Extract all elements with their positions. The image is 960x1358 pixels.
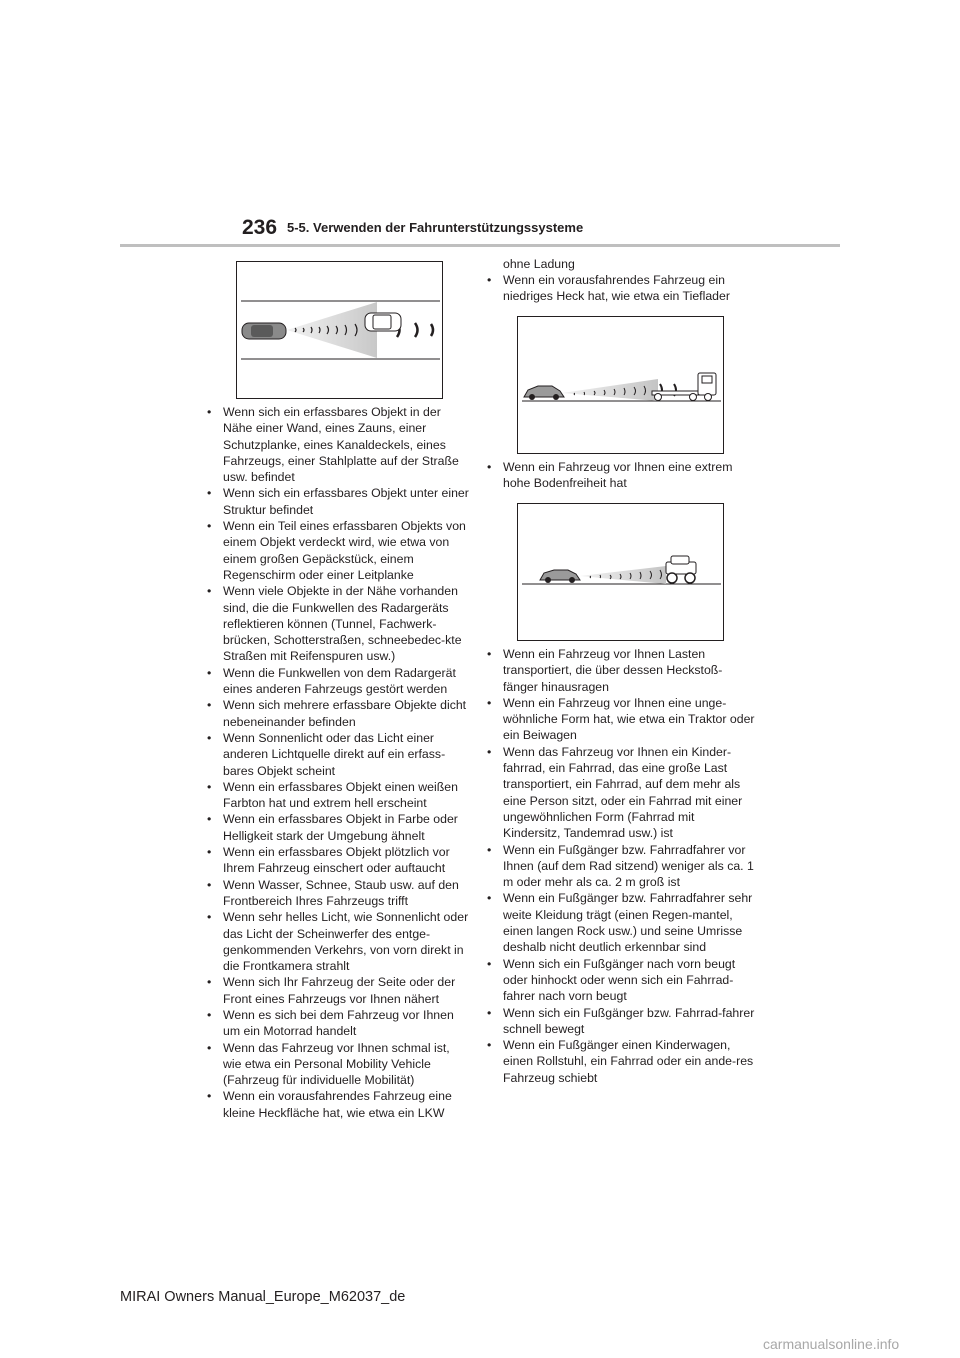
bullet-item (207, 665, 469, 698)
own-car-icon (242, 323, 286, 339)
bullet-dot-icon: • (207, 910, 212, 925)
bullet-item (207, 1040, 469, 1089)
target-car-icon (365, 313, 401, 331)
bullet-dot-icon: • (487, 695, 492, 710)
bullet-text: Wenn Sonnenlicht oder das Licht einer anderen Lichtquelle direkt auf ein erfass-bares Objekt scheint (223, 730, 446, 778)
bullet-item (207, 1088, 469, 1121)
bullet-item (207, 583, 469, 664)
bullet-item (487, 842, 755, 891)
bullet-text: Wenn das Fahrzeug vor Ihnen schmal ist, wie etwa ein Personal Mobility Vehicle (Fahrzeug für individuelle Mobilität) (223, 1040, 450, 1088)
watermark: carmanualsonline.info (763, 1336, 900, 1352)
bullet-dot-icon: • (487, 1038, 492, 1053)
bullet-text: Wenn viele Objekte in der Nähe vorhanden sind, die die Funkwellen des Radargeräts reflektieren können (Tunnel, Fachwerk-brücken, Schotterstraßen, schneebedec-kte Straßen mit Reifenspuren usw.) (223, 584, 462, 664)
bullet-dot-icon: • (207, 698, 212, 713)
bullet-dot-icon: • (207, 975, 212, 990)
high-clearance-vehicle-icon (666, 556, 696, 583)
bullet-item (207, 1007, 469, 1040)
bullet-text: Wenn ein erfassbares Objekt einen weißen Farbton hat und extrem hell erscheint (223, 779, 458, 811)
own-car-icon (524, 386, 564, 400)
right-bullet-list-top (487, 272, 749, 305)
figure-high-clearance (517, 503, 724, 641)
bullet-text: Wenn ein Fußgänger einen Kinderwagen, einen Rollstuhl, ein Fahrrad oder ein ande-res Fahrzeug schiebt (503, 1038, 754, 1085)
bullet-dot-icon: • (207, 1089, 212, 1104)
bullet-text: Wenn ein Fahrzeug vor Ihnen eine unge-wöhnliche Form hat, wie etwa ein Traktor oder ein Beiwagen (503, 695, 755, 743)
figure-vehicle-beside-object (236, 261, 443, 399)
bullet-dot-icon: • (487, 744, 492, 759)
left-bullet-list (207, 404, 469, 1121)
bullet-dot-icon: • (207, 486, 212, 501)
bullet-item (207, 844, 469, 877)
bullet-text: Wenn sich Ihr Fahrzeug der Seite oder der Front eines Fahrzeugs vor Ihnen nähert (223, 975, 456, 1006)
bullet-text: Wenn sich mehrere erfassbare Objekte dicht nebeneinander befinden (223, 698, 467, 729)
bullet-text: Wenn ein Teil eines erfassbaren Objekts von einem Objekt verdeckt wird, wie etwa von einem großen Gepäckstück, einem Regenschirm oder einer Leitplanke (223, 519, 466, 582)
bullet-dot-icon: • (207, 584, 212, 599)
bullet-dot-icon: • (207, 405, 212, 419)
bullet-item (487, 646, 755, 695)
bullet-dot-icon: • (487, 273, 492, 287)
continuation-text: ohne Ladung (503, 257, 575, 271)
bullet-item (207, 811, 469, 844)
bullet-item (207, 730, 469, 779)
bullet-dot-icon: • (207, 1007, 212, 1022)
bullet-text: Wenn ein erfassbares Objekt plötzlich vor Ihrem Fahrzeug einschert oder auftaucht (223, 845, 450, 876)
bullet-item (487, 956, 755, 1005)
bullet-item (207, 909, 469, 974)
bullet-item (207, 974, 469, 1007)
bullet-item (207, 779, 469, 812)
bullet-dot-icon: • (487, 891, 492, 906)
bullet-text: Wenn ein Fahrzeug vor Ihnen Lasten transportiert, die über dessen Heckstoß-fänger hinausragen (503, 647, 723, 694)
bullet-text: Wenn sehr helles Licht, wie Sonnenlicht oder das Licht der Scheinwerfer des entge-genkommenden Verkehrs, von vorn direkt in die Frontkamera strahlt (223, 910, 469, 974)
bullet-item (207, 404, 469, 485)
header-rule (120, 244, 840, 247)
bullet-text: Wenn ein Fahrzeug vor Ihnen eine extrem hohe Bodenfreiheit hat (503, 460, 733, 491)
bullet-dot-icon: • (487, 1005, 492, 1020)
bullet-text: Wenn sich ein erfassbares Objekt in der Nähe einer Wand, eines Zauns, einer Schutzplanke, eines Kanaldeckels, eines Fahrzeugs, einer Stahlplatte auf der Straße usw. befindet (223, 405, 459, 485)
bullet-item (207, 485, 469, 518)
bullet-item (207, 697, 469, 730)
right-bullet-list-middle (487, 459, 749, 492)
manual-id-footer: MIRAI Owners Manual_Europe_M62037_de (120, 1289, 406, 1305)
right-bullet-list-bottom (487, 646, 755, 1086)
bullet-text: Wenn die Funkwellen von dem Radargerät eines anderen Fahrzeugs gestört werden (223, 665, 456, 697)
bullet-text: Wenn ein Fußgänger bzw. Fahrradfahrer sehr weite Kleidung trägt (einen Regen-mantel, einen langen Rock usw.) und seine Umrisse deshalb nicht deutlich erkennbar sind (503, 891, 753, 955)
bullet-dot-icon: • (207, 665, 212, 680)
bullet-dot-icon: • (207, 779, 212, 794)
illustration-high-clearance (518, 504, 723, 640)
figure-low-loader (517, 316, 724, 454)
own-car-icon (540, 570, 580, 583)
bullet-item (487, 744, 755, 842)
bullet-item (487, 272, 749, 305)
bullet-item (207, 518, 469, 583)
bullet-text: Wenn ein vorausfahrendes Fahrzeug eine kleine Heckfläche hat, wie etwa ein LKW (223, 1089, 452, 1120)
bullet-text: Wenn sich ein Fußgänger bzw. Fahrrad-fahrer schnell bewegt (503, 1005, 755, 1036)
bullet-text: Wenn ein erfassbares Objekt in Farbe oder Helligkeit stark der Umgebung ähnelt (223, 812, 458, 843)
bullet-item (487, 459, 749, 492)
bullet-dot-icon: • (487, 842, 492, 857)
page-number: 236 (242, 216, 278, 239)
bullet-dot-icon: • (487, 460, 492, 474)
bullet-item (487, 695, 755, 744)
bullet-item (487, 890, 755, 955)
bullet-dot-icon: • (487, 647, 492, 661)
illustration-low-loader (518, 317, 723, 453)
bullet-dot-icon: • (207, 1040, 212, 1055)
bullet-dot-icon: • (207, 519, 212, 534)
bullet-dot-icon: • (207, 812, 212, 827)
bullet-item (207, 877, 469, 910)
bullet-item (487, 1005, 755, 1038)
illustration-radar-road (237, 262, 442, 398)
bullet-dot-icon: • (207, 877, 212, 892)
bullet-text: Wenn ein Fußgänger bzw. Fahrradfahrer vor Ihnen (auf dem Rad sitzend) weniger als ca. 1 m oder mehr als ca. 2 m groß ist (503, 842, 754, 890)
bullet-text: Wenn Wasser, Schnee, Staub usw. auf den Frontbereich Ihres Fahrzeugs trifft (223, 877, 459, 908)
bullet-dot-icon: • (487, 956, 492, 971)
bullet-text: Wenn sich ein Fußgänger nach vorn beugt oder hinhockt oder wenn sich ein Fahrrad-fahrer nach vorn beugt (503, 956, 736, 1004)
section-title: 5-5. Verwenden der Fahrunterstützungssysteme (287, 220, 584, 235)
bullet-text: Wenn sich ein erfassbares Objekt unter einer Struktur befindet (223, 486, 469, 517)
bullet-text: Wenn das Fahrzeug vor Ihnen ein Kinder-fahrrad, ein Fahrrad, das eine große Last transportiert, ein Fahrrad, auf dem mehr als eine Person sitzt, oder ein Fahrrad mit einer ungewöhnlichen Form (Fahrrad mit Kindersitz, Tandemrad usw.) ist (503, 744, 743, 841)
bullet-text: Wenn es sich bei dem Fahrzeug vor Ihnen um ein Motorrad handelt (223, 1007, 454, 1039)
bullet-dot-icon: • (207, 845, 212, 860)
bullet-dot-icon: • (207, 730, 212, 745)
bullet-item (487, 1037, 755, 1086)
bullet-text: Wenn ein vorausfahrendes Fahrzeug ein niedriges Heck hat, wie etwa ein Tieflader (503, 273, 730, 304)
